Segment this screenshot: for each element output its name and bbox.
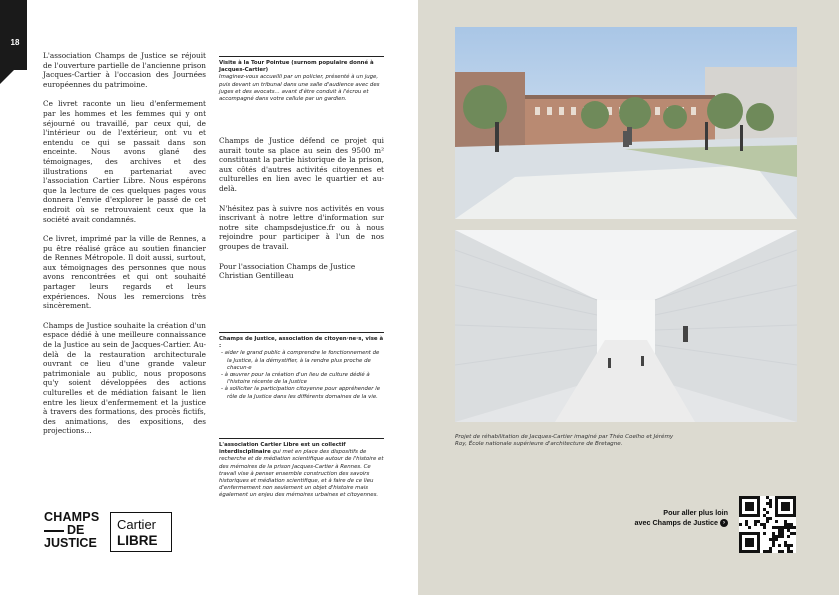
champs-de-justice-logo: CHAMPS DE JUSTICE <box>44 510 100 550</box>
arrow-icon: › <box>720 519 728 527</box>
image-caption: Projet de réhabilitation de Jacques-Cartier imaginé par Théo Coelho et Jérémy Roy, École nationale supérieure d'architecture de Bretagne. <box>455 434 674 448</box>
intro-column <box>43 51 206 446</box>
cartier-libre-logo: Cartier LIBRE <box>110 512 172 552</box>
mission-list <box>219 350 384 400</box>
page-number-tab <box>0 0 27 70</box>
mission-item: - à œuvrer pour la création d'un lieu de culture dédié à l'histoire récente de la Justice <box>221 372 370 386</box>
signature-name: Christian Gentilleau <box>219 271 294 281</box>
signature-org: Pour l'association Champs de Justice <box>219 261 356 271</box>
prison-interior-rendering-image <box>455 230 797 422</box>
go-further-line-2: avec Champs de Justice <box>634 518 718 527</box>
tour-pointue-text: Imaginez-vous accueilli par un policier, présenté à un juge, puis devant un tribunal dans une salle d'audience avec des juges et des avocats… avant d'être conduit à l'écrou et accompagné dans votre cellule par un gardien. <box>219 74 380 103</box>
mission-title: Champs de Justice, association de citoyen·ne·s, vise à : <box>219 336 384 350</box>
intro-paragraph-2: Ce livret raconte un lieu d'enfermement par les hommes et les femmes qui y ont séjourné ou travaillé, par ceux qui, de l'intérieur ou de l'extérieur, ont vu et entendu ce qui se passait dans son enceinte. Nous avons glané des témoignages, des archives et des illustrations en partenariat avec l'association Cartier Libre. Nous espérons que la lecture de ces quelques pages vous donnera l'envie d'explorer le passé de cet endroit où se retrouvaient ceux que la société avait condamnés. <box>43 99 206 224</box>
tour-pointue-title: Visite à la Tour Pointue (surnom populaire donné à Jacques-Cartier) <box>219 60 374 74</box>
mission-item: - aider le grand public à comprendre le fonctionnement de la Justice, à la démystifier, à la rendre plus proche de chacun·e <box>221 350 380 371</box>
cartier-libre-text: qui met en place des dispositifs de recherche et de médiation scientifique autour de l'histoire et des mémoires de la prison Jacques-Cartier à Rennes. Ce travail vise à penser ensemble construction des savoirs historiques et médiation scientifique, et à faire de ce lieu d'enfermement non seulement un objet d'histoire mais également un enjeu des mémoires urbaines et citoyennes. <box>219 449 384 499</box>
left-page <box>0 0 418 595</box>
intro-paragraph-1: L'association Champs de Justice se réjouit de l'ouverture partielle de l'ancienne prison Jacques-Cartier à l'occasion des Journées européennes du patrimoine. <box>43 51 206 89</box>
intro-paragraph-3: Ce livret, imprimé par la ville de Rennes, a pu être réalisé grâce au soutien financier de Rennes Métropole. Il doit aussi, surtout, aux témoignages des personnes que nous avons rencontrées et qui ont souhaité partager leurs regards et leurs expériences. Nous les remercions très sincèrement. <box>43 234 206 311</box>
cartier-libre-title: L'association Cartier Libre est un collectif interdisciplinaire <box>219 442 346 456</box>
page-number: 18 <box>10 38 20 47</box>
qr-code[interactable] <box>739 496 796 553</box>
project-column <box>219 136 384 291</box>
signature <box>219 262 384 281</box>
mission-box <box>219 332 384 401</box>
go-further-link[interactable] <box>605 508 728 528</box>
mission-item: - à solliciter la participation citoyenne pour appréhender le rôle de la Justice dans les différents domaines de la vie. <box>221 386 381 400</box>
project-paragraph-1: Champs de Justice défend ce projet qui aurait toute sa place au sein des 9500 m² constituant la partie historique de la prison, aux côtés d'autres activités citoyennes et culturelles en lien avec le quartier et au-delà. <box>219 136 384 193</box>
cartier-libre-box <box>219 438 384 500</box>
tour-pointue-box <box>219 56 384 103</box>
courtyard-rendering-image <box>455 27 797 219</box>
intro-paragraph-4: Champs de Justice souhaite la création d'un espace dédié à une meilleure connaissance de la Justice au sein de Jacques-Cartier. Au-delà de la restauration architecturale ouvrant ce lieu d'une grande valeur patrimoniale au public, nous proposons qu'y soient développées des actions culturelles et de médiation faisant le lien entre les lieux d'enfermement et la justice à travers des formations, des procès fictifs, des animations, des expositions, des projections… <box>43 320 206 436</box>
project-paragraph-2: N'hésitez pas à suivre nos activités en vous inscrivant à notre lettre d'information sur notre site champsdejustice.fr ou à nous rejoindre pour participer à l'un de nos groupes de travail. <box>219 203 384 251</box>
go-further-line-1: Pour aller plus loin <box>663 508 728 517</box>
